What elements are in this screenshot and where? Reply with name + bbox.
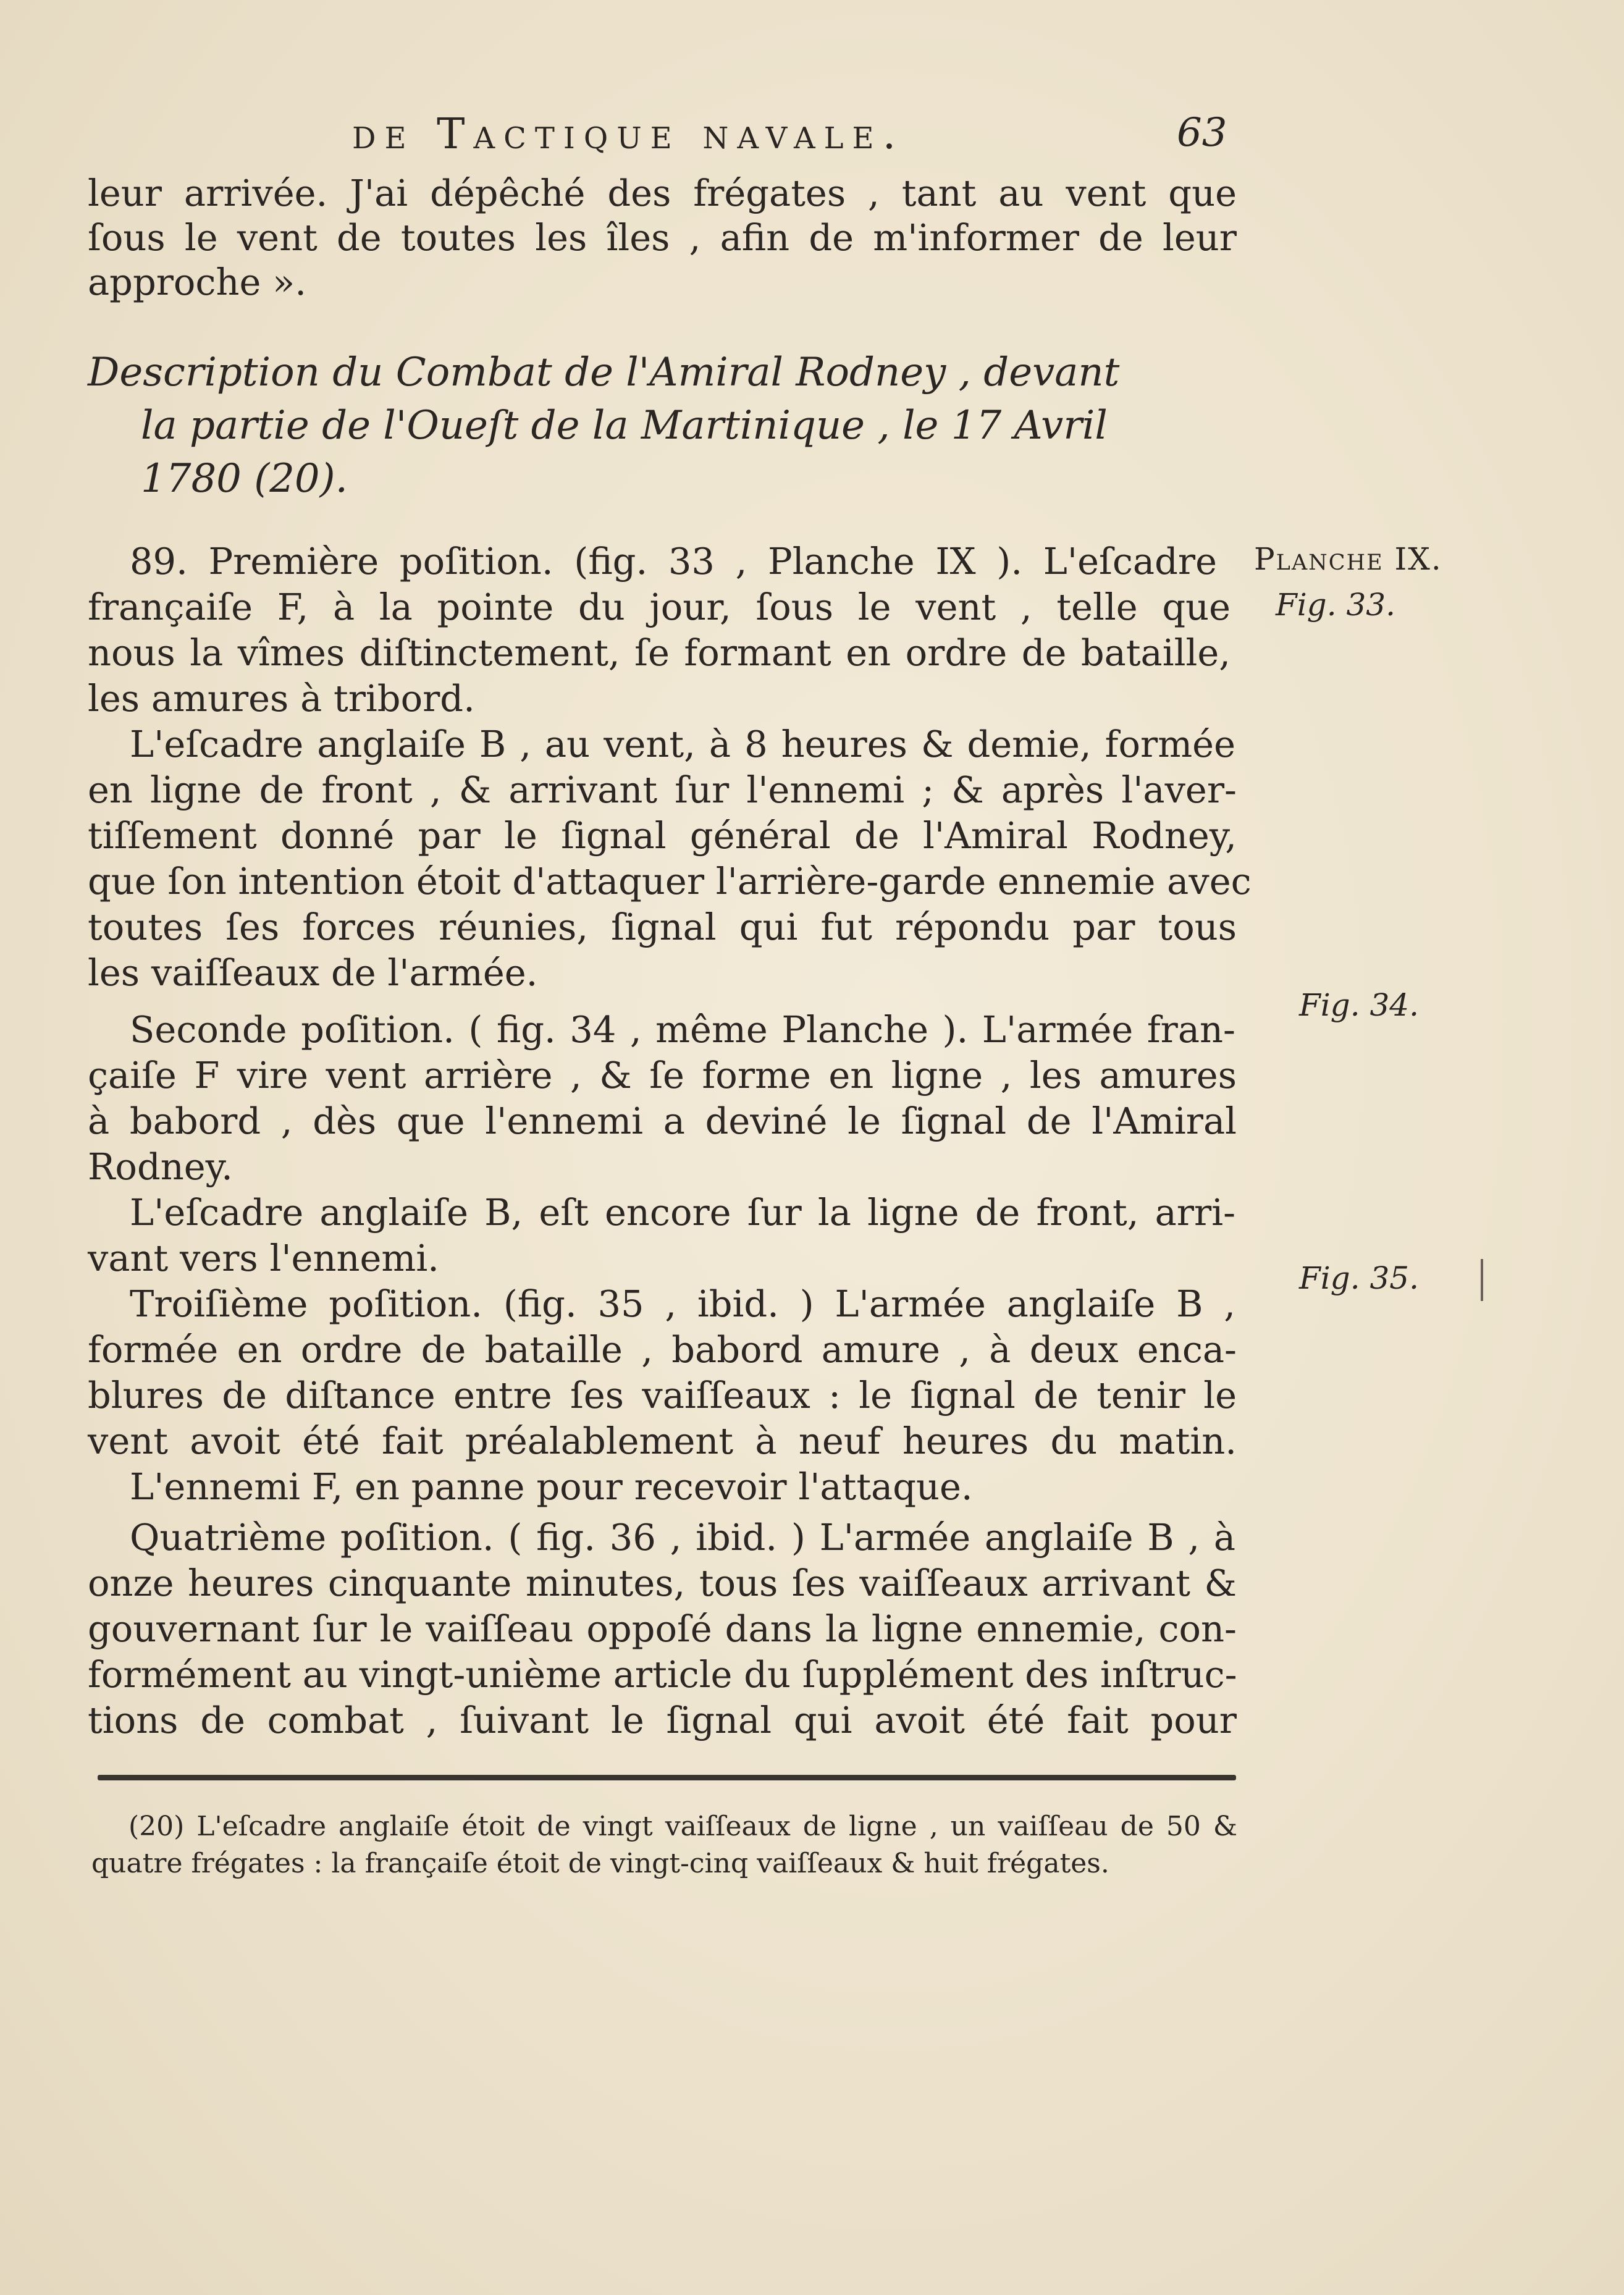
paragraph-line: onze heures cinquante minutes, tous ſes vaiſſeaux arrivant & — [88, 1562, 1237, 1604]
footnote-rule — [98, 1775, 1236, 1780]
paragraph-line: L'eſcadre anglaiſe B, eſt encore ſur la ligne de front, arri- — [130, 1191, 1235, 1234]
paragraph-line: françaiſe F, à la pointe du jour, ſous le vent , telle que — [88, 586, 1231, 628]
running-title: de Tactique navale. — [352, 110, 905, 159]
paragraph-line: Quatrième poſition. ( fig. 36 , ibid. ) L'armée anglaiſe B , à — [130, 1516, 1235, 1559]
paragraph-line: que ſon intention étoit d'attaquer l'arrière-garde ennemie avec — [88, 860, 1252, 903]
margin-mark — [1481, 1259, 1483, 1301]
paragraph-line: vant vers l'ennemi. — [88, 1237, 439, 1279]
footnote-line: quatre frégates : la françaiſe étoit de vingt-cinq vaiſſeaux & huit frégates. — [91, 1848, 1109, 1879]
paragraph-line: çaiſe F vire vent arrière , & ſe forme en ligne , les amures — [88, 1054, 1237, 1097]
paragraph-line: Seconde poſition. ( fig. 34 , même Planche ). L'armée fran- — [130, 1008, 1235, 1051]
body-line: approche ». — [88, 261, 306, 303]
paragraph-line: nous la vîmes diſtinctement, ſe formant en ordre de bataille, — [88, 631, 1231, 674]
paragraph-line: tions de combat , ſuivant le ſignal qui avoit été fait pour — [88, 1699, 1237, 1741]
paragraph-line: 89. Première poſition. (fig. 33 , Planche IX ). L'eſcadre — [130, 540, 1217, 583]
paragraph-line: Rodney. — [88, 1145, 233, 1188]
paragraph-line: vent avoit été fait préalablement à neuf heures du matin. — [88, 1420, 1237, 1462]
margin-note-fig-34: Fig. 34. — [1299, 987, 1419, 1023]
paragraph-line: formée en ordre de bataille , babord amure , à deux enca- — [88, 1328, 1237, 1371]
paragraph-line: les amures à tribord. — [88, 677, 475, 720]
body-line: leur arrivée. J'ai dépêché des frégates , tant au vent que — [88, 172, 1237, 214]
margin-note-fig-33: Fig. 33. — [1276, 587, 1395, 623]
footnote-line: (20) L'eſcadre anglaiſe étoit de vingt vaiſſeaux de ligne , un vaiſſeau de 50 & — [128, 1811, 1237, 1842]
body-line: ſous le vent de toutes les îles , afin de m'informer de leur — [88, 216, 1237, 259]
paragraph-line: tiſſement donné par le ſignal général de l'Amiral Rodney, — [88, 814, 1237, 857]
page-number: 63 — [1177, 110, 1227, 156]
paragraph-line: L'ennemi F, en panne pour recevoir l'attaque. — [130, 1465, 973, 1508]
paragraph-line: formément au vingt-unième article du ſupplément des inſtruc- — [88, 1653, 1237, 1696]
paragraph-line: en ligne de front , & arrivant ſur l'ennemi ; & après l'aver- — [88, 769, 1237, 811]
section-heading-line: Description du Combat de l'Amiral Rodney , devant — [88, 350, 1120, 395]
margin-note-planche: Planche IX. — [1254, 541, 1442, 577]
paragraph-line: Troiſième poſition. (fig. 35 , ibid. ) L'armée anglaiſe B , — [130, 1282, 1235, 1325]
margin-note-fig-35: Fig. 35. — [1299, 1260, 1419, 1296]
paragraph-line: à babord , dès que l'ennemi a deviné le ſignal de l'Amiral — [88, 1100, 1237, 1142]
paragraph-line: L'eſcadre anglaiſe B , au vent, à 8 heures & demie, formée — [130, 723, 1235, 765]
paragraph-line: gouvernant ſur le vaiſſeau oppoſé dans la ligne ennemie, con- — [88, 1607, 1237, 1650]
paragraph-line: blures de diſtance entre ſes vaiſſeaux : le ſignal de tenir le — [88, 1374, 1237, 1417]
paragraph-line: les vaiſſeaux de l'armée. — [88, 951, 538, 994]
paragraph-line: toutes ſes forces réunies, ſignal qui fut répondu par tous — [88, 906, 1237, 948]
section-heading-line: la partie de l'Oueſt de la Martinique , le 17 Avril — [141, 403, 1108, 448]
section-heading-line: 1780 (20). — [141, 456, 348, 502]
